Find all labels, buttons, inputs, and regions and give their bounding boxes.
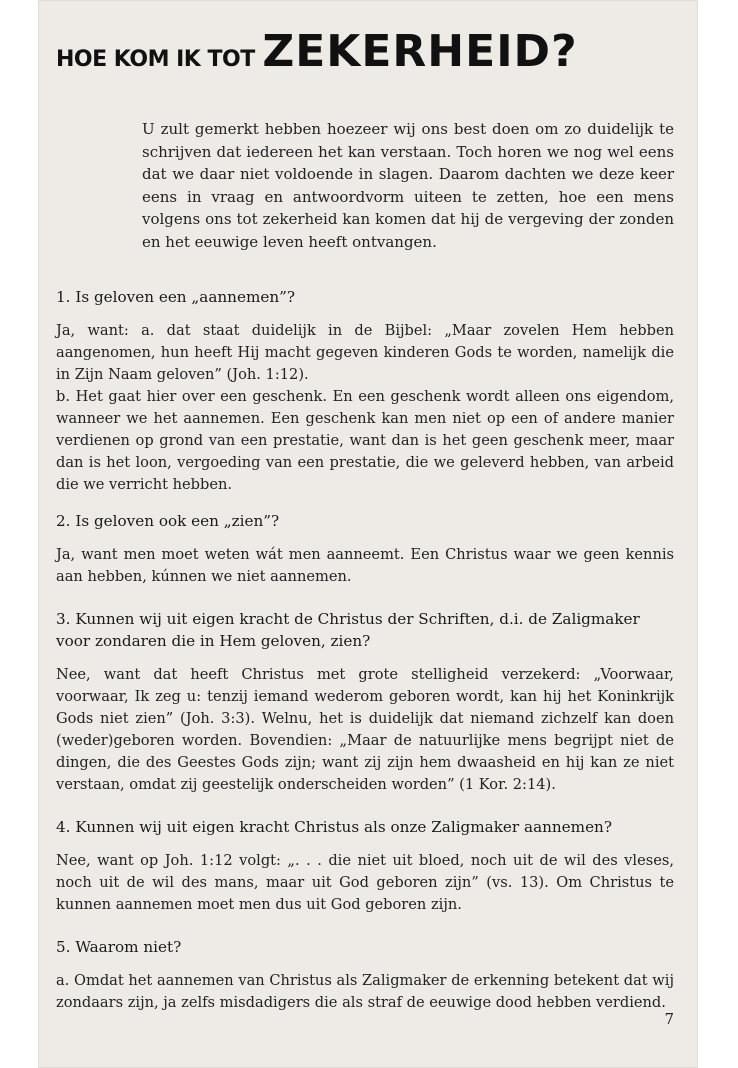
qa-section-5 (56, 936, 674, 1014)
qa-section-2 (56, 510, 674, 588)
answer-3: Nee, want dat heeft Christus met grote stelligheid verzekerd: „Voorwaar, voorwaar, Ik zeg u: tenzij iemand wederom geboren wordt, kan hij het Koninkrijk Gods niet zien” (Joh. 3:3). Welnu, het is duidelijk dat niemand zichzelf kan doen (weder)geboren worden. Bovendien: „Maar de natuurlijke mens begrijpt niet de dingen, die des Geestes Gods zijn; want zij zijn hem dwaasheid en hij kan ze niet verstaan, omdat zij geestelijk onderscheiden worden” (1 Kor. 2:14). (56, 666, 674, 793)
title-big-part: ZEKERHEID? (262, 26, 578, 77)
question-4: 4. Kunnen wij uit eigen kracht Christus als onze Zaligmaker aannemen? (56, 818, 612, 836)
answer-2: Ja, want men moet weten wát men aanneemt. Een Christus waar we geen kennis aan hebben, kúnnen we niet aannemen. (56, 546, 674, 585)
answer-4: Nee, want op Joh. 1:12 volgt: „. . . die niet uit bloed, noch uit de wil des vleses, noch uit de wil des mans, maar uit God geboren zijn” (vs. 13). Om Christus te kunnen aannemen moet men dus uit God geboren zijn. (56, 852, 674, 913)
page-title (56, 26, 698, 86)
qa-body (56, 286, 674, 1014)
title-small-part: HOE KOM IK TOT (56, 47, 255, 72)
qa-section-3 (56, 608, 674, 796)
answer-5a: a. Omdat het aannemen van Christus als Zaligmaker de erkenning betekent dat wij zondaars zijn, ja zelfs misdadigers die als straf de eeuwige dood hebben verdiend. (56, 972, 674, 1011)
question-5: 5. Waarom niet? (56, 938, 182, 956)
answer-1a: Ja, want: a. dat staat duidelijk in de Bijbel: „Maar zovelen Hem hebben aangenomen, hun heeft Hij macht gegeven kinderen Gods te worden, namelijk die in Zijn Naam geloven” (Joh. 1:12). (56, 322, 674, 383)
intro-paragraph: U zult gemerkt hebben hoezeer wij ons best doen om zo duidelijk te schrijven dat iedereen het kan verstaan. Toch horen we nog wel eens dat we daar niet voldoende in slagen. Daarom dachten we deze keer eens in vraag en antwoordvorm uiteen te zetten, hoe een mens volgens ons tot zekerheid kan komen dat hij de vergeving der zonden en het eeuwige leven heeft ontvangen. (142, 120, 674, 251)
question-3: 3. Kunnen wij uit eigen kracht de Christus der Schriften, d.i. de Zaligmaker voor zondaren die in Hem geloven, zien? (56, 610, 640, 650)
qa-section-4 (56, 816, 674, 916)
question-2: 2. Is geloven ook een „zien”? (56, 512, 280, 530)
question-1: 1. Is geloven een „aannemen”? (56, 288, 296, 306)
page-number: 7 (664, 1010, 674, 1028)
answer-1b: b. Het gaat hier over een geschenk. En een geschenk wordt alleen ons eigendom, wanneer we het aannemen. Een geschenk kan men niet op een of andere manier verdienen op grond van een prestatie, want dan is het geen geschenk meer, maar dan is het loon, vergoeding van een prestatie, die we geleverd hebben, van arbeid die we verricht hebben. (56, 388, 674, 493)
qa-section-1 (56, 286, 674, 496)
book-page (38, 0, 698, 1068)
